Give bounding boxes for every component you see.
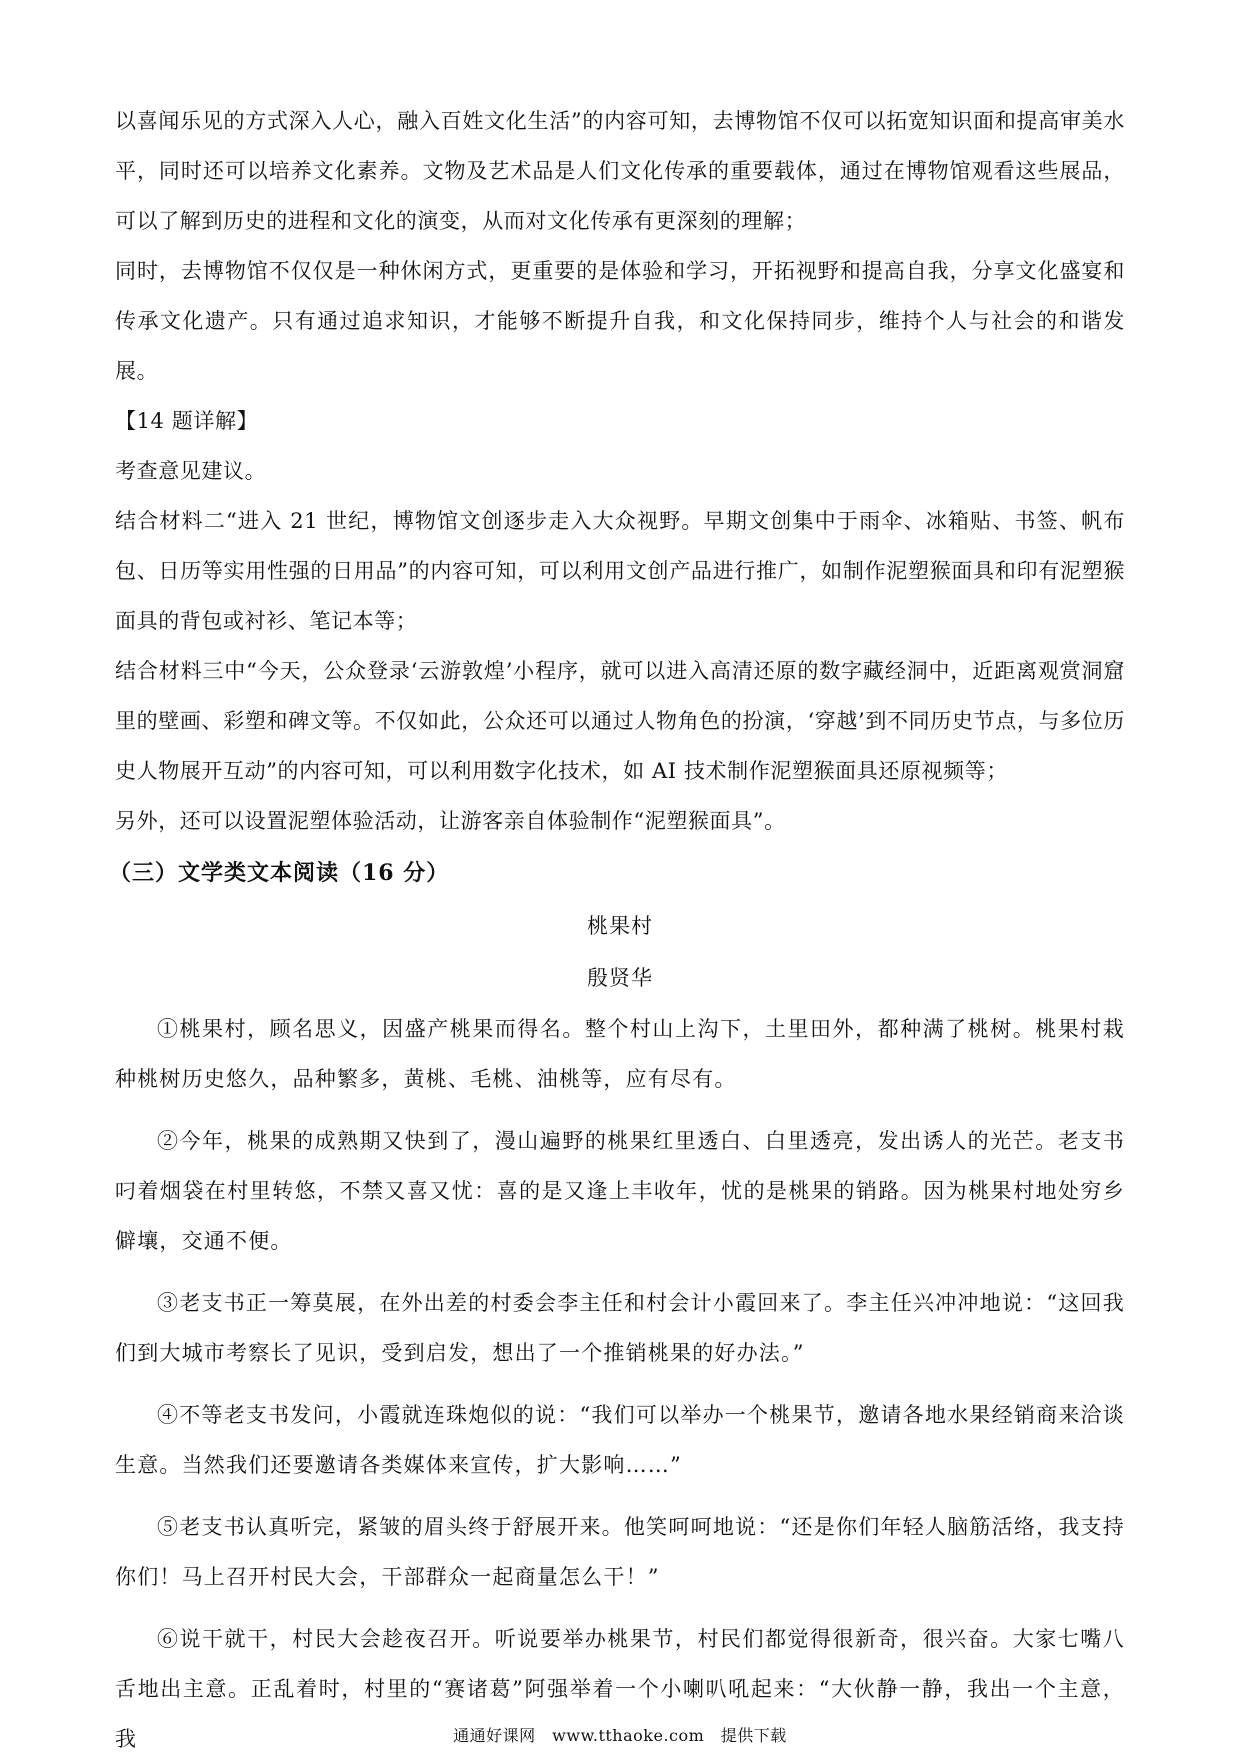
story-paragraph-5: ⑤老支书认真听完，紧皱的眉头终于舒展开来。他笑呵呵地说：“还是你们年轻人脑筋活络，我支持你们！马上召开村民大会，干部群众一起商量怎么干！” (115, 1515, 1125, 1589)
story-paragraph-1: ①桃果村，顾名思义，因盛产桃果而得名。整个村山上沟下，土里田外，都种满了桃树。桃果村栽种桃树历史悠久，品种繁多，黄桃、毛桃、油桃等，应有尽有。 (115, 1017, 1125, 1091)
story-paragraph-3: ③老支书正一筹莫展，在外出差的村委会李主任和村会计小霞回来了。李主任兴冲冲地说：“这回我们到大城市考察长了见识，受到启发，想出了一个推销桃果的好办法。” (115, 1291, 1125, 1365)
document-page (109, 96, 1125, 1764)
story-paragraph-2: ②今年，桃果的成熟期又快到了，漫山遍野的桃果红里透白、白里透亮，发出诱人的光芒。老支书叼着烟袋在村里转悠，不禁又喜又忧：喜的是又逢上丰收年，忧的是桃果的销路。因为桃果村地处穷乡僻壤，交通不便。 (115, 1129, 1125, 1253)
answer-paragraph-2: 同时，去博物馆不仅仅是一种休闲方式，更重要的是体验和学习，开拓视野和提高自我，分享文化盛宴和传承文化遗产。只有通过追求知识，才能够不断提升自我，和文化保持同步，维持个人与社会的和谐发展。 (115, 259, 1125, 383)
question-14-paragraph-2: 结合材料三中“今天，公众登录‘云游敦煌’小程序，就可以进入高清还原的数字藏经洞中，近距离观赏洞窟里的壁画、彩塑和碑文等。不仅如此，公众还可以通过人物角色的扮演，‘穿越’到不同历史节点，与多位历史人物展开互动”的内容可知，可以利用数字化技术，如 AI 技术制作泥塑猴面具还原视频等； (115, 659, 1125, 783)
question-14-heading: 【14 题详解】 (115, 409, 259, 433)
question-14-line-1: 考查意见建议。 (115, 459, 267, 483)
question-14-paragraph-3: 另外，还可以设置泥塑体验活动，让游客亲自体验制作“泥塑猴面具”。 (115, 809, 786, 833)
question-14-paragraph-1: 结合材料二“进入 21 世纪，博物馆文创逐步走入大众视野。早期文创集中于雨伞、冰箱贴、书签、帆布包、日历等实用性强的日用品”的内容可知，可以利用文创产品进行推广，如制作泥塑猴面具和印有泥塑猴面具的背包或衬衫、笔记本等； (115, 509, 1125, 633)
answer-paragraph-1: 以喜闻乐见的方式深入人心，融入百姓文化生活”的内容可知，去博物馆不仅可以拓宽知识面和提高审美水平，同时还可以培养文化素养。文物及艺术品是人们文化传承的重要载体，通过在博物馆观看这些展品，可以了解到历史的进程和文化的演变，从而对文化传承有更深刻的理解； (115, 109, 1125, 233)
story-author: 殷贤华 (587, 966, 653, 990)
section-title: （三）文学类文本阅读（16 分） (109, 860, 450, 886)
story-paragraph-6: ⑥说干就干，村民大会趁夜召开。听说要举办桃果节，村民们都觉得很新奇，很兴奋。大家七嘴八舌地出主意。正乱着时，村里的“赛诸葛”阿强举着一个小喇叭吼起来：“大伙静一静，我出一个主意，我 (115, 1627, 1125, 1751)
story-paragraph-4: ④不等老支书发问，小霞就连珠炮似的说：“我们可以举办一个桃果节，邀请各地水果经销商来洽谈生意。当然我们还要邀请各类媒体来宣传，扩大影响……” (115, 1403, 1125, 1477)
page-footer: 通通好课网 www.tthaoke.com 提供下载 (453, 1726, 787, 1745)
story-title: 桃果村 (587, 914, 653, 938)
